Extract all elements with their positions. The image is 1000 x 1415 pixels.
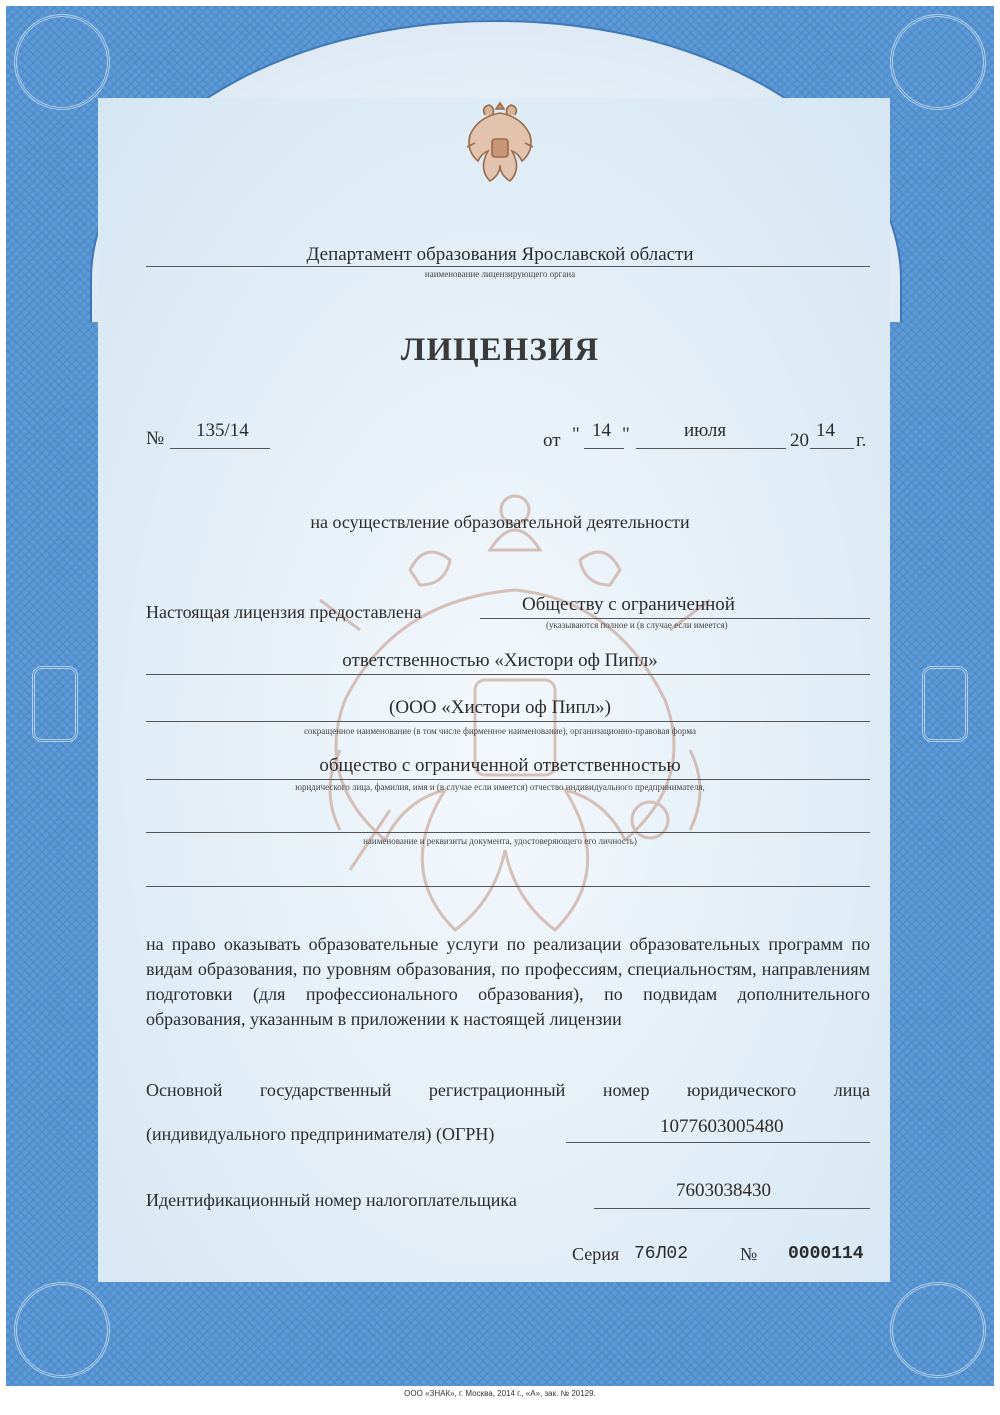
year-label: г. [856,430,867,451]
license-year: 14 [816,420,835,441]
corner-ornament [14,1282,110,1378]
corner-ornament [14,14,110,110]
series-label: Серия [572,1244,620,1264]
series-value: 76Л02 [634,1244,689,1264]
caption-full-name: (указываются полное и (в случае если имеется) [546,620,728,630]
underline [584,448,624,449]
day-open-quote: " [572,424,580,445]
series-number-label: № [740,1244,758,1264]
license-month: июля [684,420,727,441]
underline [146,832,870,833]
underline [566,1142,870,1143]
underline [170,448,270,449]
ogrn-label-line2: (индивидуального предпринимателя) (ОГРН) [146,1124,495,1144]
underline [636,448,786,449]
licensee-legal-form: общество с ограниченной ответственностью [319,755,681,776]
activity-type: на осуществление образовательной деятельности [310,512,690,532]
printer-imprint: ООО «ЗНАК», г. Москва, 2014 г., «А», зак. № 20129. [404,1389,596,1398]
caption-legal-form: юридического лица, фамилия, имя и (в случае если имеется) отчество индивидуального предпринимателя, [295,782,705,792]
day-close-quote: " [622,424,630,445]
ogrn-value: 1077603005480 [660,1116,784,1137]
underline [480,618,870,619]
caption-short-name: сокращенное наименование (в том числе фирменное наименование), организационно-правовая форма [303,726,697,736]
coat-of-arms-icon [455,95,545,195]
licensee-name-line1: Обществу с ограниченной [522,594,735,615]
caption-identity-document: наименование и реквизиты документа, удостоверяющего его личность) [363,836,637,846]
license-number: 135/14 [196,420,249,441]
number-label: № [146,428,165,449]
underline [146,674,870,675]
year-prefix: 20 [790,430,809,451]
licensee-name-line2: ответственностью «Хистори оф Пипл» [342,650,658,671]
inn-value: 7603038430 [676,1180,771,1201]
date-from-label: от [543,430,561,451]
licensing-authority: Департамент образования Ярославской области [306,244,694,265]
authority-caption: наименование лицензирующего органа [424,269,576,279]
underline [594,1208,870,1209]
rights-text: на право оказывать образовательные услуги по реализации образовательных программ по видам образования, по уровням образования, по профессиям, специальностям, направлениям подготовки (для профессионального образования), по подвидам дополнительного образования, указанным в приложении к настоящей лицензии [146,934,870,1029]
licensee-short-name: (ООО «Хистори оф Пипл») [389,697,611,718]
license-day: 14 [592,420,611,441]
document-title: ЛИЦЕНЗИЯ [400,332,600,368]
inn-label: Идентификационный номер налогоплательщика [146,1190,517,1210]
underline [810,448,854,449]
corner-ornament [890,1282,986,1378]
underline [146,886,870,887]
underline [146,779,870,780]
ogrn-label-line1: Основной государственный регистрационный номер юридического лица [146,1080,870,1100]
licensee-label: Настоящая лицензия предоставлена [146,602,422,622]
corner-ornament [890,14,986,110]
underline [146,721,870,722]
series-number: 0000114 [788,1244,864,1264]
underline [146,266,870,267]
